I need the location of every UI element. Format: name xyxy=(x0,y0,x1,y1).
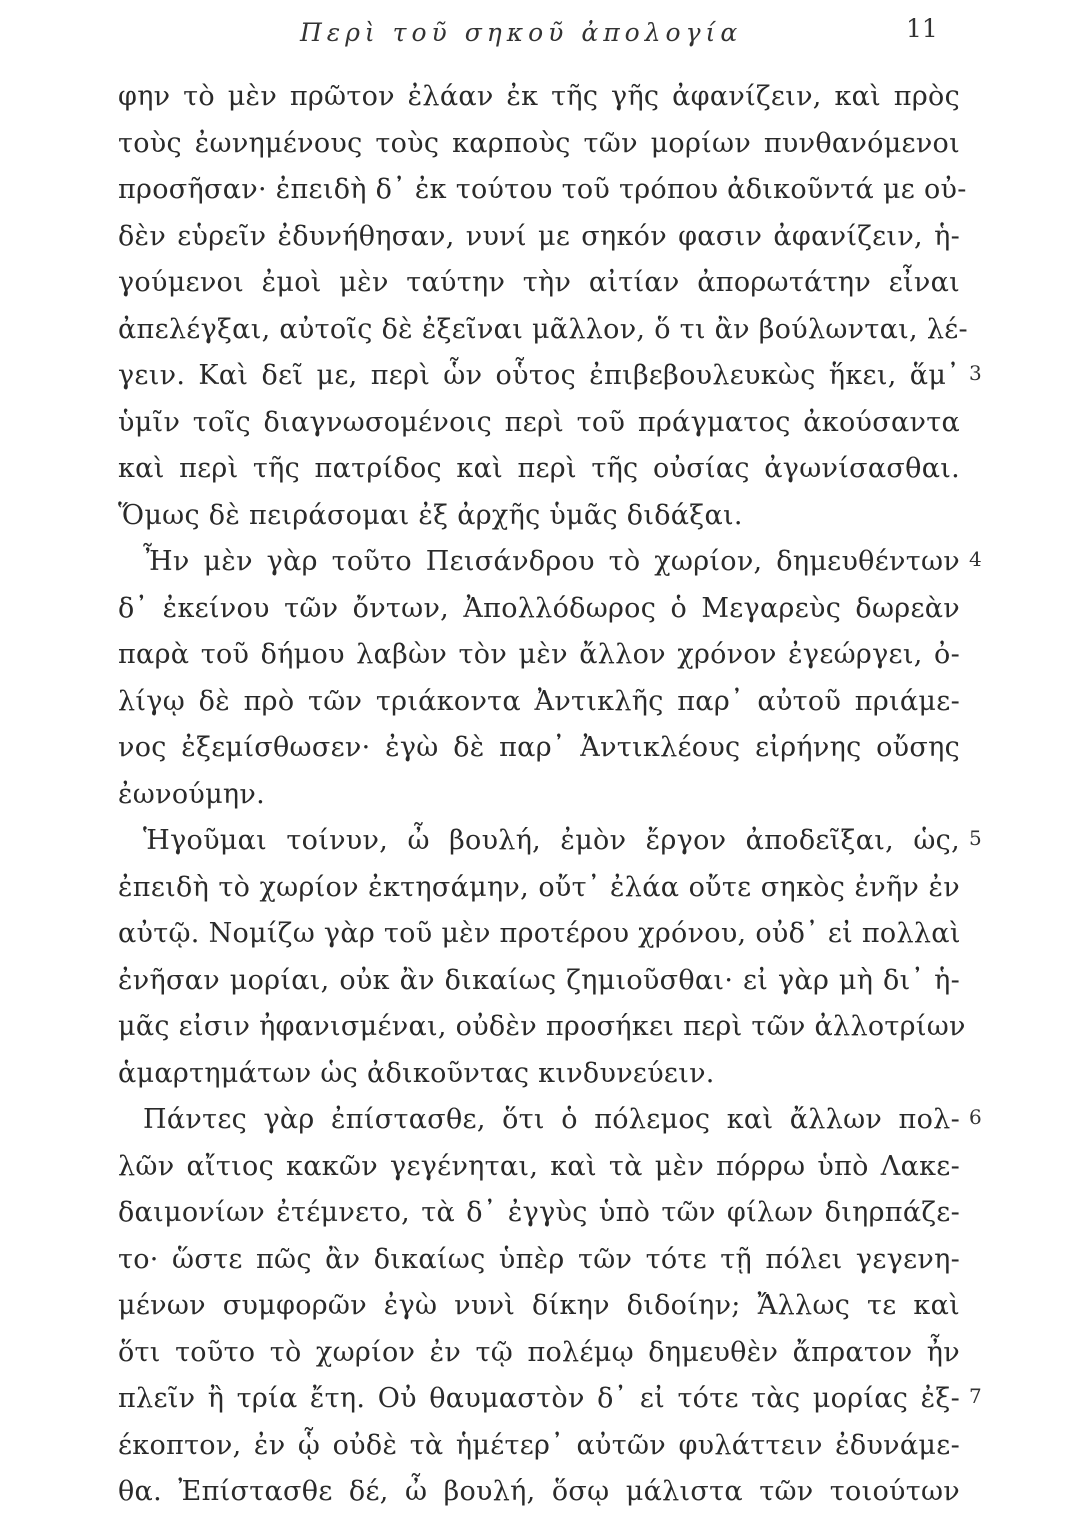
text-line: έκοπτον, ἐν ᾧ οὐδὲ τὰ ἡμέτερ᾽ αὐτῶν φυλάττειν ἐδυνάμε- xyxy=(118,1429,960,1461)
text-line: ἀπελέγξαι, αὐτοῖς δὲ ἐξεῖναι μᾶλλον, ὅ τι ἂν βούλωνται, λέ- xyxy=(118,313,968,345)
text-line: καὶ περὶ τῆς πατρίδος καὶ περὶ τῆς οὐσίας ἀγωνίσασθαι. xyxy=(118,453,960,484)
text-line: γειν. Καὶ δεῖ με, περὶ ὧν οὗτος ἐπιβεβουλευκὼς ἥκει, ἅμ᾽ 3 xyxy=(118,353,960,400)
text-line: δὲν εὑρεῖν ἐδυνήθησαν, νυνί με σηκόν φασιν ἀφανίζειν, ἡ- xyxy=(118,220,960,252)
page-number: 11 xyxy=(906,14,938,43)
text-line: παρὰ τοῦ δήμου λαβὼν τὸν μὲν ἄλλον χρόνον ἐγεώργει, ὀ- xyxy=(118,639,960,670)
text-line: πλεῖν ἢ τρία ἔτη. Οὐ θαυμαστὸν δ᾽ εἰ τότε τὰς μορίας ἐξ- 7 xyxy=(118,1376,960,1423)
section-number: 4 xyxy=(968,547,982,571)
text-line: ἐωνούμην. xyxy=(118,778,266,810)
section-number: 5 xyxy=(968,826,982,850)
text-line: Ὅμως δὲ πειράσομαι ἐξ ἀρχῆς ὑμᾶς διδάξαι. xyxy=(118,499,743,531)
text-line: θα. Ἐπίστασθε δέ, ὦ βουλή, ὅσῳ μάλιστα τῶν τοιούτων xyxy=(118,1476,960,1507)
text-line: ἁμαρτημάτων ὡς ἀδικοῦντας κινδυνεύειν. xyxy=(118,1057,715,1089)
text-line: μᾶς εἰσιν ἠφανισμέναι, οὐδὲν προσήκει περὶ τῶν ἀλλοτρίων xyxy=(118,1011,966,1042)
text-line: ὅτι τοῦτο τὸ χωρίον ἐν τῷ πολέμῳ δημευθὲν ἄπρατον ἦν xyxy=(118,1336,960,1368)
text-line: φην τὸ μὲν πρῶτον ἐλάαν ἐκ τῆς γῆς ἀφανίζειν, καὶ πρὸς xyxy=(118,81,960,112)
text-block xyxy=(118,74,982,1516)
text-line: Πάντες γὰρ ἐπίστασθε, ὅτι ὁ πόλεμος καὶ ἄλλων πολ- 6 xyxy=(118,1097,960,1144)
text-line: τοὺς ἐωνημένους τοὺς καρποὺς τῶν μορίων πυνθανόμενοι xyxy=(118,127,960,159)
text-line: ἐπειδὴ τὸ χωρίον ἐκτησάμην, οὔτ᾽ ἐλάα οὔτε σηκὸς ἐνῆν ἐν xyxy=(118,871,960,903)
text-line: νος ἐξεμίσθωσεν· ἐγὼ δὲ παρ᾽ Ἀντικλέους εἰρήνης οὔσης xyxy=(118,732,960,763)
text-line: γούμενοι ἐμοὶ μὲν ταύτην τὴν αἰτίαν ἀπορωτάτην εἶναι xyxy=(118,267,960,298)
text-line: λίγῳ δὲ πρὸ τῶν τριάκοντα Ἀντικλῆς παρ᾽ αὐτοῦ πριάμε- xyxy=(118,685,960,717)
text-line: το· ὥστε πῶς ἂν δικαίως ὑπὲρ τῶν τότε τῇ πόλει γεγενη- xyxy=(118,1243,960,1275)
text-line: μένων συμφορῶν ἐγὼ νυνὶ δίκην διδοίην; Ἄλλως τε καὶ xyxy=(118,1290,960,1321)
text-line: Ἦν μὲν γὰρ τοῦτο Πεισάνδρου τὸ χωρίον, δημευθέντων 4 xyxy=(118,539,960,586)
section-number: 3 xyxy=(968,361,982,385)
text-line: αὐτῷ. Νομίζω γὰρ τοῦ μὲν προτέρου χρόνου, οὐδ᾽ εἰ πολλαὶ xyxy=(118,918,961,949)
text-line: δ᾽ ἐκείνου τῶν ὄντων, Ἀπολλόδωρος ὁ Μεγαρεὺς δωρεὰν xyxy=(118,592,960,624)
section-number: 7 xyxy=(968,1384,982,1408)
section-number: 6 xyxy=(968,1105,982,1129)
text-line: προσῆσαν· ἐπειδὴ δ᾽ ἐκ τούτου τοῦ τρόπου ἀδικοῦντά με οὐ- xyxy=(118,174,967,205)
text-line: λῶν αἴτιος κακῶν γεγένηται, καὶ τὰ μὲν πόρρω ὑπὸ Λακε- xyxy=(118,1150,960,1182)
running-title: Περὶ τοῦ σηκοῦ ἀπολογία xyxy=(300,18,743,47)
text-line: Ἡγοῦμαι τοίνυν, ὦ βουλή, ἐμὸν ἔργον ἀποδεῖξαι, ὡς, 5 xyxy=(118,818,960,865)
text-line: ἐνῆσαν μορίαι, οὐκ ἂν δικαίως ζημιοῦσθαι· εἰ γὰρ μὴ δι᾽ ἡ- xyxy=(118,964,960,996)
text-line: δαιμονίων ἐτέμνετο, τὰ δ᾽ ἐγγὺς ὑπὸ τῶν φίλων διηρπάζε- xyxy=(118,1197,960,1228)
text-line: ὑμῖν τοῖς διαγνωσομένοις περὶ τοῦ πράγματος ἀκούσαντα xyxy=(118,406,960,438)
